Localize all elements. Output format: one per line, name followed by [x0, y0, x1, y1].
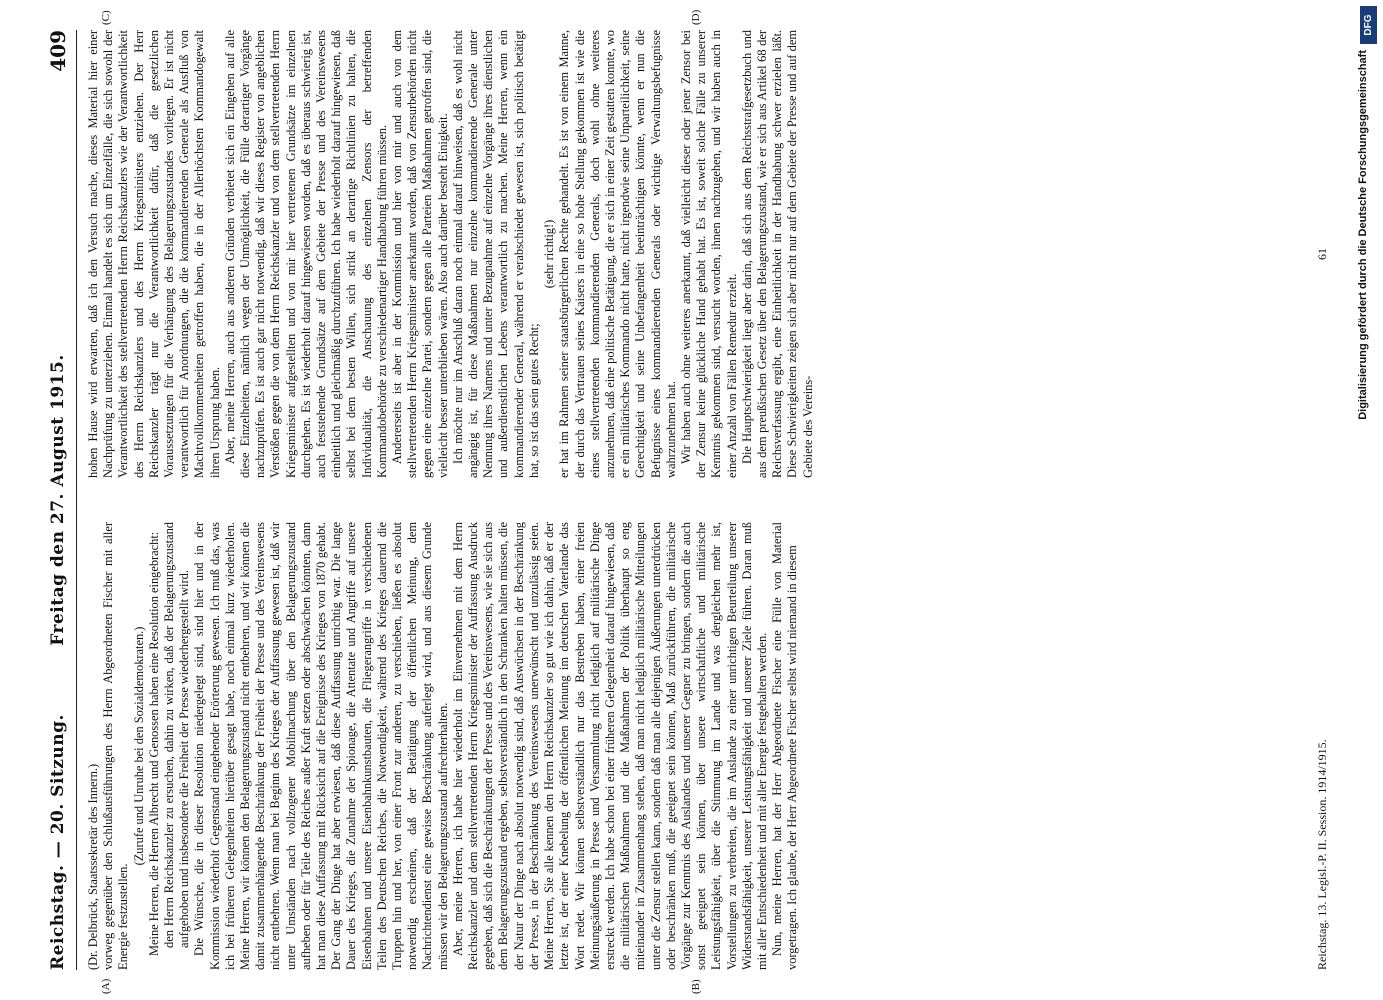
- paragraph: Aber, meine Herren, auch aus anderen Gründen verbietet sich ein Eingehen auf alle diese Einzelheiten, nämlich wegen der Unmöglichkeit, die Fülle derartiger Vorgänge nachzuprüfen. Es ist auch gar nicht notwendig, daß wir dieses Register von angeblichen Verstößen gegen die von dem Herrn Reichskanzler und von dem stellvertretenden Herrn Kriegsminister aufgestellten und von mir hier vertretenen Grundsätze im einzelnen durchgehen. Es ist wiederholt darauf hingewiesen worden, daß es überaus schwierig ist, auch feststehende Grundsätze auf dem Gebiete der Presse und des Vereinswesens einheitlich und gleichmäßig durchzuführen. Ich habe wiederholt darauf hingewiesen, daß selbst bei dem besten Willen, sich strikt an derartige Richtlinien zu halten, die Individualität, die Anschauung des einzelnen Zensors der betreffenden Kommandobehörde zu verschiedenartiger Handhabung führen müssen.: [222, 30, 389, 478]
- paragraph: vorweg gegenüber den Schlußausführungen des Herrn Abgeordneten Fischer mit aller Energie festzustellen.: [101, 522, 131, 970]
- paragraph: Die Wünsche, die in dieser Resolution niedergelegt sind, sind hier und in der Kommission wiederholt Gegenstand eingehender Erörterung gewesen. Ich muß das, was ich bei früheren Gelegenheiten hierüber gesagt habe, noch einmal kurz wiederholen. Meine Herren, wir können den Belagerungszustand nicht entbehren, und wir können die damit zusammenhängende Beschränkung der Freiheit der Presse und des Vereinswesens nicht entbehren. Wenn man bei Beginn des Krieges der Auffassung gewesen ist, daß wir unter Umständen nach vollzogener Mobilmachung über den Belagerungszustand aufheben oder für Teile des Reiches außer Kraft setzen oder abschwächen könnten, dann hat man diese Auffassung mit Rücksicht auf die Ereignisse des Krieges von 1870 gehabt. Der Gang der Dinge hat aber erwiesen, daß diese Auffassung unrichtig war. Die lange Dauer des Krieges, die Zunahme der Spionage, die Attentate und Angriffe auf unsere Eisenbahnen und unsere Eisenbahnkunstbauten, die Fliegerangriffe in verschiedenen Teilen des Deutschen Reiches, die Notwendigkeit, während des Krieges dauernd die Truppen hin und her, von einer Front zur anderen, zu verschieben, ließen es absolut notwendig erscheinen, daß der Betätigung der öffentlichen Meinung, dem Nachrichtendienst eine gewisse Beschränkung auferlegt wird, und aus diesem Grunde müssen wir den Belagerungszustand aufrechterhalten.: [192, 522, 450, 970]
- sheet-number: 61: [1315, 248, 1329, 260]
- paragraph: Nun, meine Herren, hat der Herr Abgeordnete Fischer eine Fülle von Material vorgetragen. Ich glaube, der Herr Abgeordnete Fischer selbst wird niemand in diesem: [770, 522, 800, 970]
- right-column: [86, 30, 816, 478]
- margin-mark-d: (D): [690, 9, 702, 25]
- dfg-logo-text: DFG: [1363, 14, 1374, 36]
- interjection: (sehr richtig!): [542, 219, 557, 289]
- page-header: [42, 30, 77, 970]
- paragraph: Aber, meine Herren, ich habe hier wiederholt im Einvernehmen mit dem Herrn Reichskanzler und dem stellvertretenden Herrn Kriegsminister der Auffassung Ausdruck gegeben, daß sich die Beschränkungen der Presse und des Vereinswesens, wie sie sich aus dem Belagerungszustand ergeben, selbstverständlich in den Schranken halten müssen, die der Natur der Dinge nach absolut notwendig sind, daß Auswüchsen in der Beschränkung der Presse, in der Beschränkung des Vereinswesens unerwünscht und unzulässig seien. Meine Herren, Sie alle kennen den Herrn Reichskanzler so gut wie ich dahin, daß er der letzte ist, der einer Knebelung der öffentlichen Meinung im deutschen Vaterlande das Wort redet. Wir können selbstverständlich nur das Bestreben haben, einer freien Meinungsäußerung in Presse und Versammlung nicht lediglich auf militärische Dinge erstreckt werden. Ich habe schon bei einer früheren Gelegenheit darauf hingewiesen, daß die militärischen Maßnahmen und die Maßnahmen der Politik überhaupt so eng miteinander in Zusammenhang stehen, daß man nicht lediglich militärische Mitteilungen unter die Zensur stellen kann, sondern daß man alle diejenigen Äußerungen unterdrücken oder beschränken muß, die geeignet sein können, Maß zurückführen, die militärische Vorgänge zur Kenntnis des Auslandes und unserer Gegner zu bringen, sondern die auch sonst geeignet sein können, über unsere wirtschaftliche und militärische Leistungsfähigkeit, über die Stimmung im Lande und was dergleichen mehr ist, Vorstellungen zu verbreiten, die im Auslande zu einer unrichtigen Beurteilung unserer Widerstandsfähigkeit, unserer Leistungsfähigkeit und unserer Ziele führen. Daran muß mit aller Entschiedenheit und mit aller Energie festgehalten werden.: [450, 522, 769, 970]
- dfg-logo: [1360, 6, 1377, 44]
- margin-mark-a: (A): [100, 978, 112, 994]
- paragraph: er hat im Rahmen seiner staatsbürgerlichen Rechte gehandelt. Es ist von einem Manne, der durch das Vertrauen seines Kaisers in eine so hohe Stellung gekommen ist wie die eines stellvertretenden kommandierenden Generals, doch wohl ohne weiteres anzunehmen, daß eine politische Betätigung, die er sich in einer Zeit gestatten konnte, wo er ein militärisches Kommando nicht hatte, nicht irgendwie seine Unparteilichkeit, seine Gerechtigkeit und seine Unbefangenheit beeinträchtigen könnte, wenn er nun die Befugnisse eines kommandierenden Generals oder wichtige Verwaltungsbefugnisse wahrzunehmen hat.: [557, 30, 678, 478]
- paragraph: Wir haben auch ohne weiteres anerkannt, daß vielleicht dieser oder jener Zensor bei der Zensur keine glückliche Hand gehabt hat. Es ist, soweit solche Fälle zu unserer Kenntnis gekommen sind, versucht worden, ihnen nachzugehen, und wir haben auch in einer Anzahl von Fällen Remedur erzielt.: [678, 30, 739, 478]
- header-date: Freitag den 27. August 1915.: [48, 354, 68, 646]
- header-session: Reichstag. — 20. Sitzung.: [48, 714, 68, 970]
- digitization-sidebar: [1344, 0, 1383, 1000]
- paragraph: Andererseits ist aber in der Kommission und hier von mir und auch von dem stellvertretenden Herrn Kriegsminister anerkannt worden, daß von Zensurbehörden nicht gegen eine einzelne Partei, sondern gegen alle Parteien Maßnahmen getroffen sind, die vielleicht besser unterblieben wären. Also auch darüber besteht Einigkeit.: [390, 30, 450, 478]
- margin-mark-c: (C): [100, 10, 112, 25]
- paragraph: Meine Herren, die Herren Albrecht und Genossen haben eine Resolution eingebracht:: [146, 531, 161, 956]
- speaker-line: (Dr. Delbrück, Staatssekretär des Innern.): [86, 763, 100, 970]
- paragraph: Die Hauptschwierigkeit liegt aber darin, daß sich aus dem Reichsstrafgesetzbuch und aus dem preußischen Gesetz über den Belagerungszustand, wie er sich aus Artikel 68 der Reichsverfassung ergibt, eine Einheitlichkeit in der Handhabung schwer erzielen läßt. Diese Schwierigkeiten zeigen sich aber nicht nur auf dem Gebiete der Presse und auf dem Gebiete des Vereins-: [739, 30, 815, 478]
- paragraph: hohen Hause wird erwarten, daß ich den Versuch mache, dieses Material hier einer Nachprüfung zu unterziehen. Einmal handelt es sich um Einzelfälle, die sich sowohl der Verantwortlichkeit des stellvertretenden Herrn Reichskanzlers wie der Verantwortlichkeit des Herrn Reichskanzlers und des Herrn Kriegsministers entziehen. Der Herr Reichskanzler trägt nur die Verantwortlichkeit dafür, daß die gesetzlichen Voraussetzungen für die Verhängung des Belagerungszustandes vorliegen. Er ist nicht verantwortlich für Anordnungen, die die kommandierenden Generale als Ausfluß von Machtvollkommenheiten getroffen haben, die in der Allerhöchsten Kommandogewalt ihren Ursprung haben.: [86, 30, 222, 478]
- session-footer: Reichstag. 13. Legisl.-P. II. Session. 1914/1915.: [1315, 739, 1329, 970]
- paragraph: Ich möchte nur im Anschluß daran noch einmal darauf hinweisen, daß es wohl nicht angängig ist, für diese Maßnahmen nur einzelne kommandierende Generale unter Nennung ihres Namens und unter Bezugnahme auf einzelne Vorgänge ihres dienstlichen und außerdienstlichen Lebens verantwortlich zu machen. Meine Herren, wenn ein kommandierender General, während er verabschiedet gewesen ist, sich politisch betätigt hat, so ist das sein gutes Recht;: [450, 30, 541, 478]
- margin-mark-b: (B): [690, 979, 702, 994]
- header-page-number: 409: [46, 30, 70, 72]
- funding-credit: Digitalisierung gefördert durch die Deutsche Forschungsgemeinschaft: [1357, 50, 1369, 420]
- left-column: [86, 522, 801, 970]
- interjection: (Zurufe und Unruhe bei den Sozialdemokraten.): [131, 626, 146, 866]
- resolution-text: den Herrn Reichskanzler zu ersuchen, dahin zu wirken, daß der Belagerungszustand aufgehoben und insbesondere die Freiheit der Presse wiederhergestellt wird.: [162, 522, 192, 948]
